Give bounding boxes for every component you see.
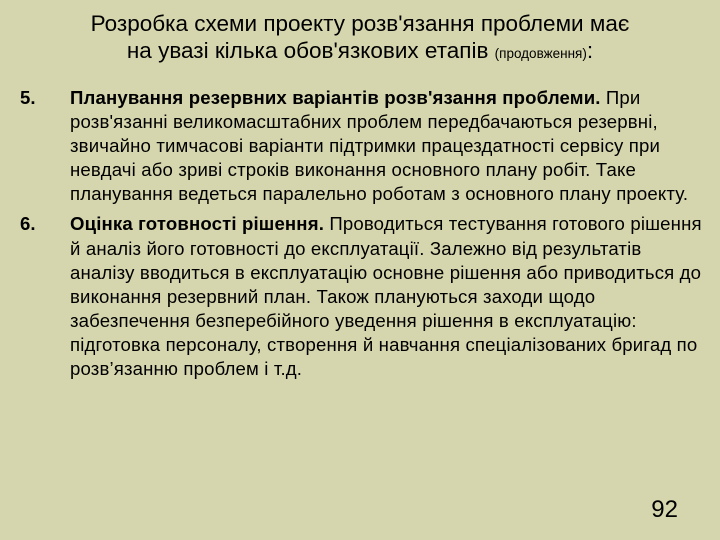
item-body: Проводиться тестування готового рішення й аналіз його готовності до експлуатації. Залежно від результатів аналізу вводиться в експлуатацію основне рішення або приводиться до виконання резервний план. Також плануються заходи щодо забезпечення безперебійного уведення рішення в експлуатацію: підготовка персоналу, створення й навчання спеціалізованих бригад по розв’язанню проблем і т.д. bbox=[70, 213, 702, 380]
item-body: При розв'язанні великомасштабних проблем передбачаються резервні, звичайно тимчасові варіанти підтримки працездатності сервісу при невдачі або зриві строків виконання основного плану робіт. Таке планування ведеться паралельно роботам з основного плану проекту. bbox=[70, 87, 689, 205]
slide-title bbox=[10, 10, 710, 67]
title-line-2 bbox=[10, 37, 710, 67]
item-lead: Оцінка готовності рішення. bbox=[70, 213, 325, 235]
title-colon: : bbox=[586, 38, 594, 63]
list-item-6 bbox=[20, 212, 702, 381]
list-item-5 bbox=[20, 86, 702, 206]
item-text bbox=[70, 212, 702, 381]
item-number: 6. bbox=[20, 213, 36, 235]
title-line-1: Розробка схеми проекту розв'язання проблеми має bbox=[90, 11, 630, 36]
page-number: 92 bbox=[651, 496, 678, 523]
item-lead: Планування резервних варіантів розв'язання проблеми. bbox=[70, 87, 601, 108]
title-continuation-note: (продовження) bbox=[494, 46, 587, 61]
item-number: 5. bbox=[20, 87, 36, 108]
content-list bbox=[20, 86, 702, 387]
item-text bbox=[70, 86, 702, 206]
title-line-2-main: на увазі кілька обов'язкових етапів bbox=[126, 38, 495, 63]
